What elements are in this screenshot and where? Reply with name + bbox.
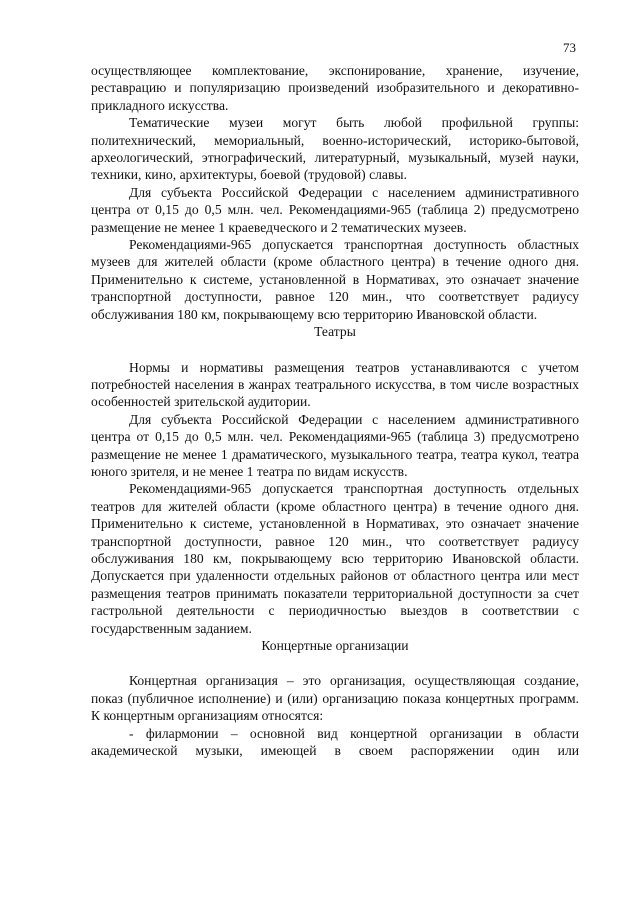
paragraph: Рекомендациями-965 допускается транспортная доступность областных музеев для жителей области (кроме областного центра) в течение одного дня. Применительно к системе, установленной в Нормативах, это означает значение транспортной доступности, равное 120 мин., что соответствует радиусу обслуживания 180 км, покрывающему всю территорию Ивановской области. — [91, 237, 579, 322]
paragraph: Для субъекта Российской Федерации с населением административного центра от 0,15 до 0,5 млн. чел. Рекомендациями-965 (таблица 2) предусмотрено размещение не менее 1 краеведческого и 2 тематических музеев. — [91, 184, 579, 235]
paragraph: Нормы и нормативы размещения театров устанавливаются с учетом потребностей населения в жанрах театрального искусства, в том числе возрастных особенностей зрительской аудитории. — [91, 359, 579, 410]
page-number: 73 — [563, 40, 576, 55]
paragraph: Для субъекта Российской Федерации с населением административного центра от 0,15 до 0,5 млн. чел. Рекомендациями-965 (таблица 3) предусмотрено размещение не менее 1 драматического, музыкального театра, театра кукол, театра юного зрителя, и не менее 1 театра по видам искусств. — [91, 411, 579, 479]
paragraph: Рекомендациями-965 допускается транспортная доступность отдельных театров для жителей области (кроме областного центра) в течение одного дня. Применительно к системе, установленной в Нормативах, это означает значение транспортной доступности, равное 120 мин., что соответствует радиусу обслуживания 180 км, покрывающему всю территорию Ивановской области. Допускается при удаленности отдельных районов от областного центра или мест размещения театров принимать показатели территориальной доступности за счет гастрольной деятельности с периодичностью выездов в соответствии с государственным заданием. — [91, 481, 579, 636]
paragraph: Концертная организация – это организация, осуществляющая создание, показ (публичное исполнение) и (или) организацию показа концертных программ. К концертным организациям относятся: — [91, 673, 579, 724]
section-heading-concert-organizations: Концертные организации — [261, 638, 409, 653]
section-heading-theatres: Театры — [314, 324, 356, 340]
paragraph: Тематические музеи могут быть любой профильной группы: политехнический, мемориальный, военно-исторический, историко-бытовой, археологический, этнографический, литературный, музыкальный, музей науки, техники, кино, архитектуры, боевой (трудовой) славы. — [91, 115, 579, 183]
paragraph: осуществляющее комплектование, экспонирование, хранение, изучение, реставрацию и популяризацию произведений изобразительного и декоративно-прикладного искусства. — [91, 63, 579, 113]
page-body — [91, 62, 579, 759]
paragraph: - филармонии – основной вид концертной организации в области академической музыки, имеющей в своем распоряжении один или — [91, 725, 579, 759]
